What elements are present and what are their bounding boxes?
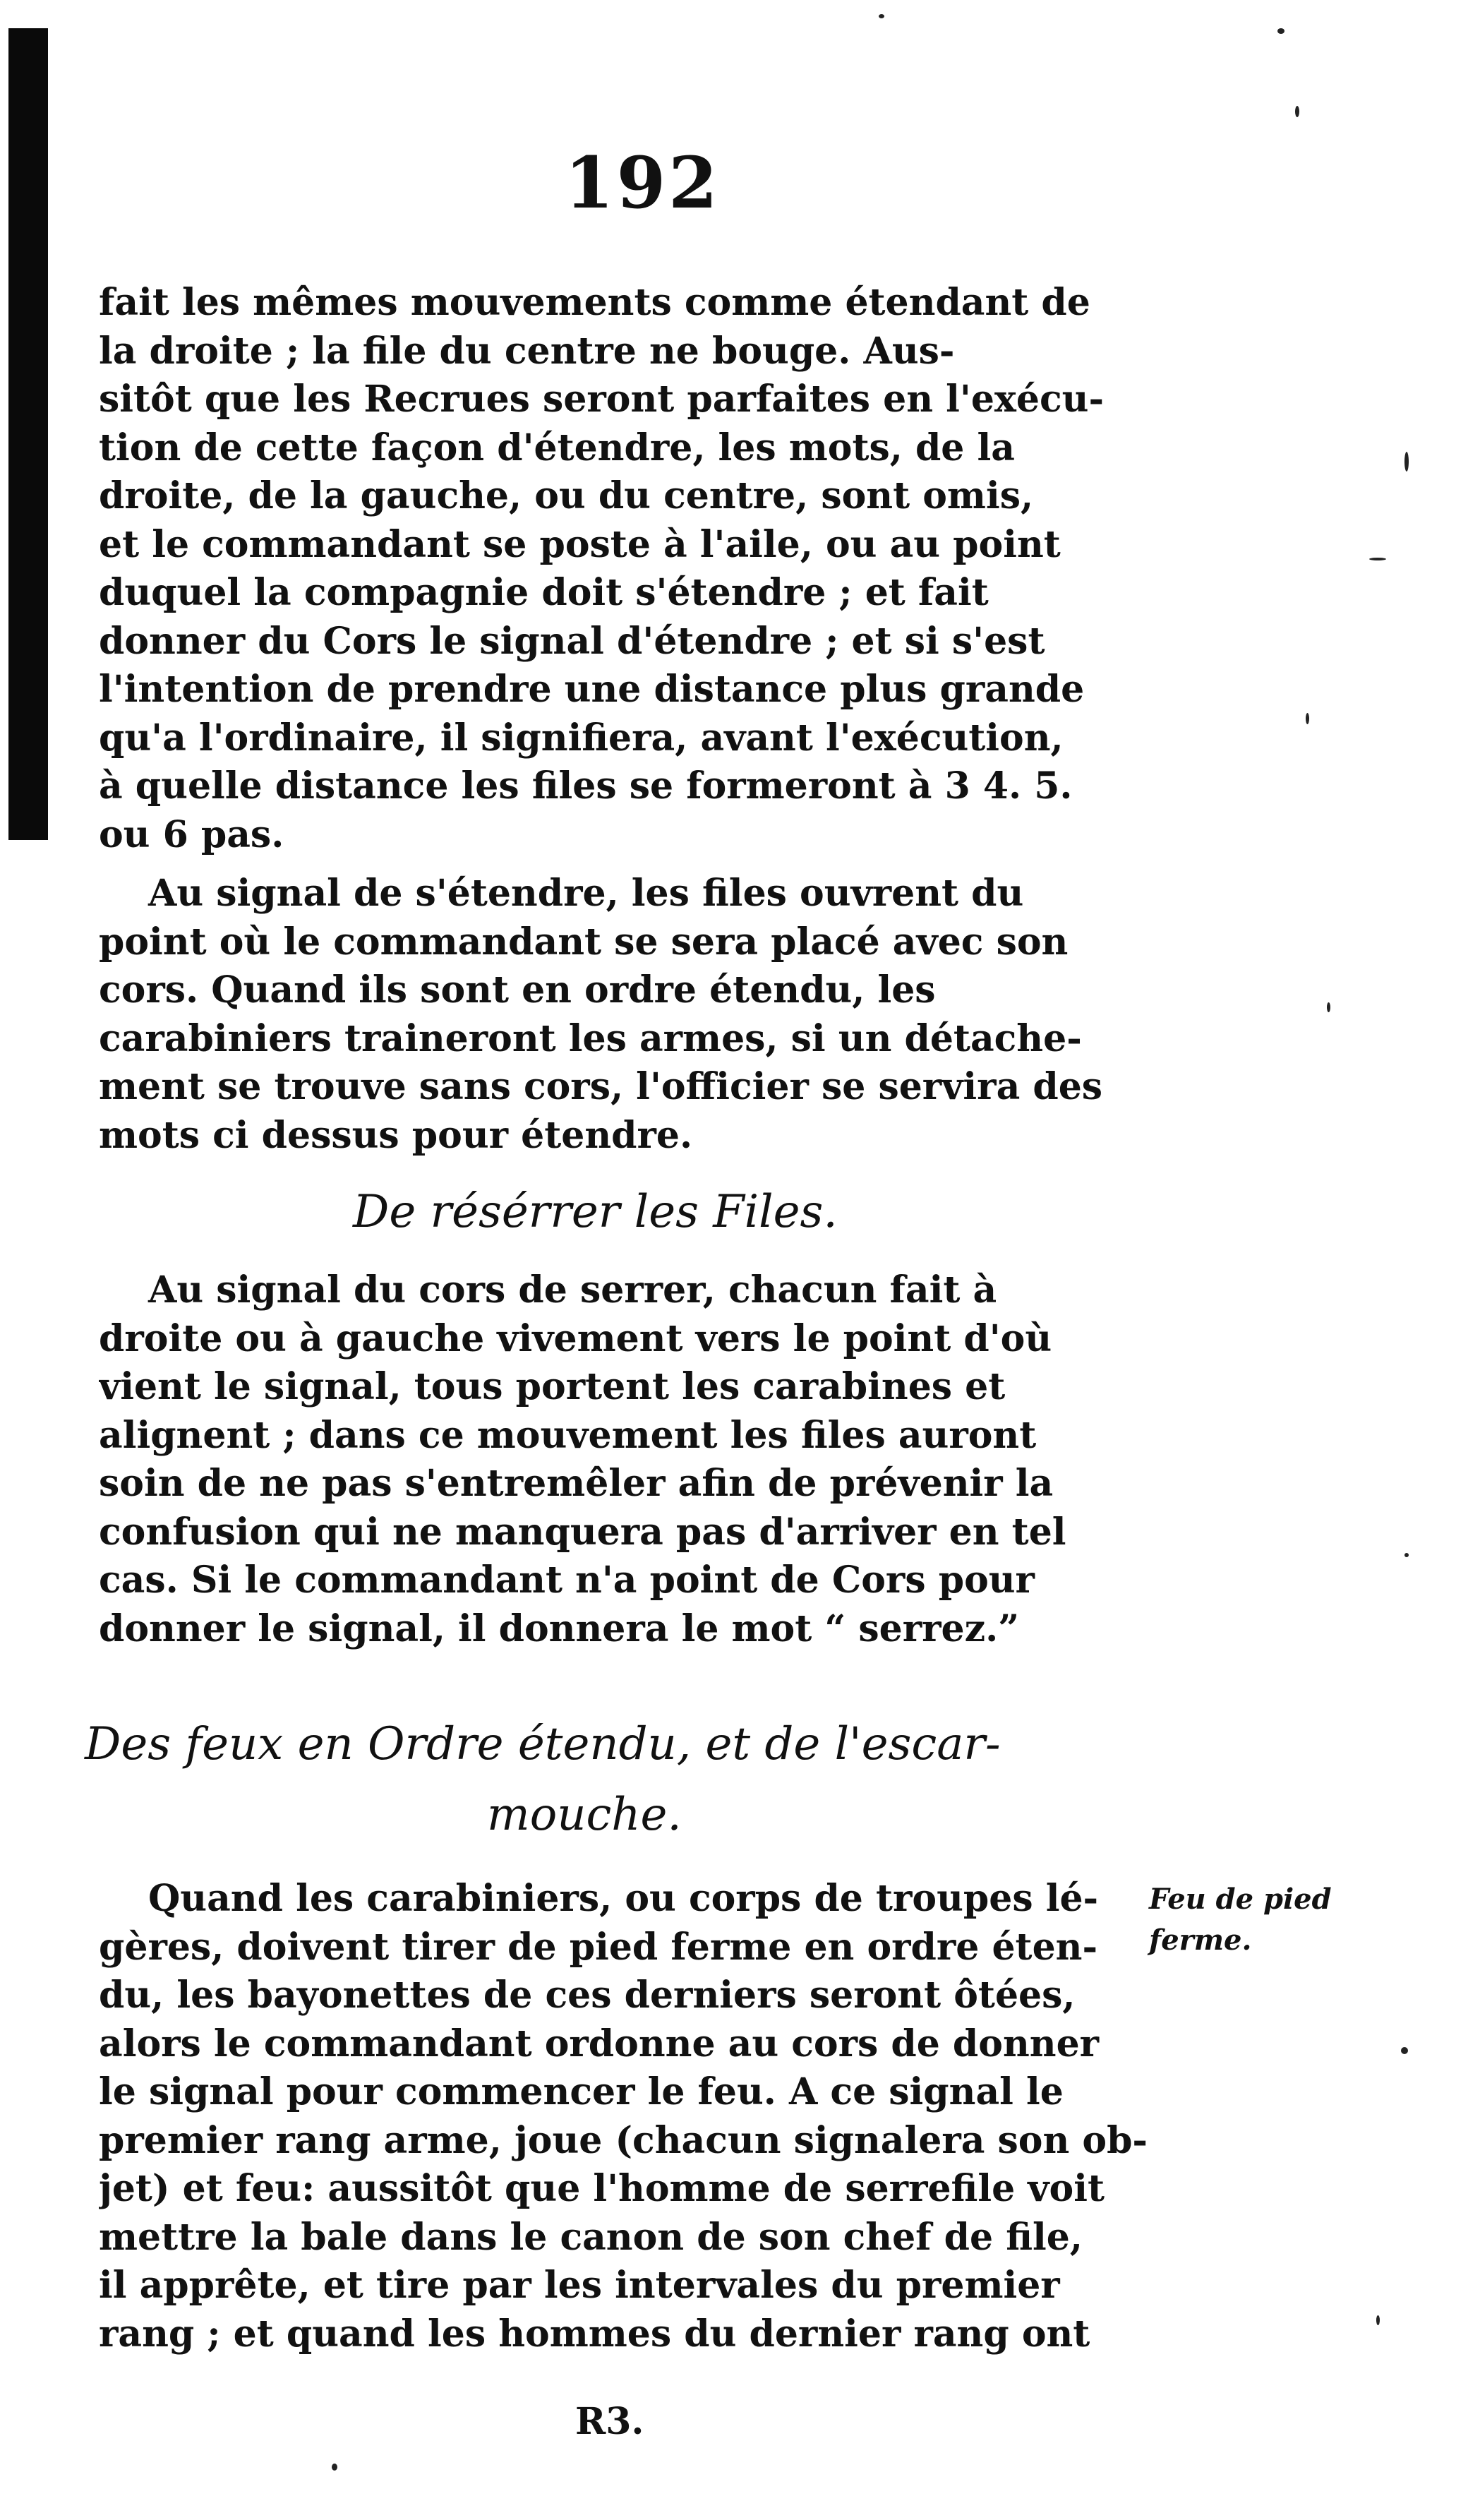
text-line: ou 6 pas. bbox=[99, 812, 284, 856]
text-line: donner le signal, il donnera le mot “ serrez.” bbox=[99, 1607, 1020, 1650]
heading-reserrer: De résérrer les Files. bbox=[353, 1186, 838, 1238]
text-line: soin de ne pas s'entremêler afin de prévenir la bbox=[99, 1462, 1054, 1505]
text-line: la droite ; la file du centre ne bouge. Aus- bbox=[99, 329, 955, 373]
text-line: fait les mêmes mouvements comme étendant de bbox=[99, 281, 1090, 324]
text-line: cas. Si le commandant n'a point de Cors pour bbox=[99, 1559, 1035, 1602]
scan-speck bbox=[1376, 2315, 1380, 2325]
text-line: duquel la compagnie doit s'étendre ; et fait bbox=[99, 571, 989, 614]
text-line: vient le signal, tous portent les carabines et bbox=[99, 1365, 1006, 1408]
text-line: mettre la bale dans le canon de son chef de file, bbox=[99, 2215, 1083, 2259]
text-line: alors le commandant ordonne au cors de donner bbox=[99, 2022, 1100, 2065]
text-line: cors. Quand ils sont en ordre étendu, les bbox=[99, 968, 936, 1012]
text-line: droite ou à gauche vivement vers le point d'où bbox=[99, 1316, 1052, 1360]
text-line: point où le commandant se sera placé avec son bbox=[99, 920, 1069, 964]
text-line: le signal pour commencer le feu. A ce signal le bbox=[99, 2070, 1064, 2113]
text-line: confusion qui ne manquera pas d'arriver en tel bbox=[99, 1510, 1066, 1554]
text-line: alignent ; dans ce mouvement les files auront bbox=[99, 1413, 1037, 1457]
text-line: qu'a l'ordinaire, il signifiera, avant l'exécution, bbox=[99, 716, 1064, 760]
signature-mark: R3. bbox=[575, 2400, 644, 2443]
text-line: tion de cette façon d'étendre, les mots, de la bbox=[99, 426, 1015, 469]
text-line: jet) et feu: aussitôt que l'homme de serrefile voit bbox=[99, 2167, 1105, 2210]
scan-speck bbox=[1295, 106, 1299, 117]
scan-speck bbox=[1401, 2047, 1408, 2054]
page-number: 192 bbox=[565, 141, 721, 224]
heading-feux-line-1: Des feux en Ordre étendu, et de l'escar- bbox=[85, 1718, 1001, 1770]
paragraph-4 bbox=[99, 1875, 1157, 2358]
text-line: Au signal du cors de serrer, chacun fait à bbox=[148, 1268, 997, 1312]
scan-edge-bar bbox=[8, 28, 48, 840]
text-line: Quand les carabiniers, ou corps de troupes lé- bbox=[148, 1877, 1099, 1920]
scan-speck bbox=[1404, 1553, 1409, 1557]
scan-speck bbox=[1369, 558, 1386, 560]
paragraph-1 bbox=[99, 279, 1157, 859]
text-line: carabiniers traineront les armes, si un détache- bbox=[99, 1016, 1082, 1060]
margin-note-line: Feu de pied bbox=[1149, 1883, 1332, 1916]
text-line: mots ci dessus pour étendre. bbox=[99, 1113, 693, 1157]
text-line: premier rang arme, joue (chacun signalera son ob- bbox=[99, 2118, 1148, 2162]
scan-speck bbox=[332, 2464, 337, 2471]
scan-speck bbox=[1277, 28, 1284, 34]
margin-note-line: ferme. bbox=[1149, 1924, 1252, 1957]
text-line: ment se trouve sans cors, l'officier se servira des bbox=[99, 1065, 1103, 1108]
margin-note bbox=[1149, 1879, 1332, 1961]
text-line: sitôt que les Recrues seront parfaites en l'exécu- bbox=[99, 378, 1105, 421]
text-line: donner du Cors le signal d'étendre ; et si s'est bbox=[99, 619, 1045, 663]
paragraph-3 bbox=[99, 1266, 1157, 1653]
paragraph-2 bbox=[99, 870, 1157, 1160]
scan-speck bbox=[1404, 452, 1409, 472]
scan-speck bbox=[1306, 713, 1309, 724]
text-line: droite, de la gauche, ou du centre, sont omis, bbox=[99, 474, 1034, 517]
text-line: et le commandant se poste à l'aile, ou au point bbox=[99, 522, 1061, 566]
heading-feux-line-2: mouche. bbox=[487, 1789, 682, 1841]
text-line: rang ; et quand les hommes du dernier rang ont bbox=[99, 2312, 1090, 2356]
text-line: du, les bayonettes de ces derniers seront ôtées, bbox=[99, 1974, 1076, 2017]
text-line: l'intention de prendre une distance plus grande bbox=[99, 668, 1085, 711]
text-line: à quelle distance les files se formeront à 3 4. 5. bbox=[99, 764, 1073, 808]
scan-speck bbox=[879, 14, 884, 18]
text-line: gères, doivent tirer de pied ferme en ordre éten- bbox=[99, 1925, 1098, 1969]
text-line: il apprête, et tire par les intervales du premier bbox=[99, 2264, 1060, 2307]
text-line: Au signal de s'étendre, les files ouvrent du bbox=[148, 872, 1024, 915]
scan-speck bbox=[1327, 1002, 1330, 1012]
